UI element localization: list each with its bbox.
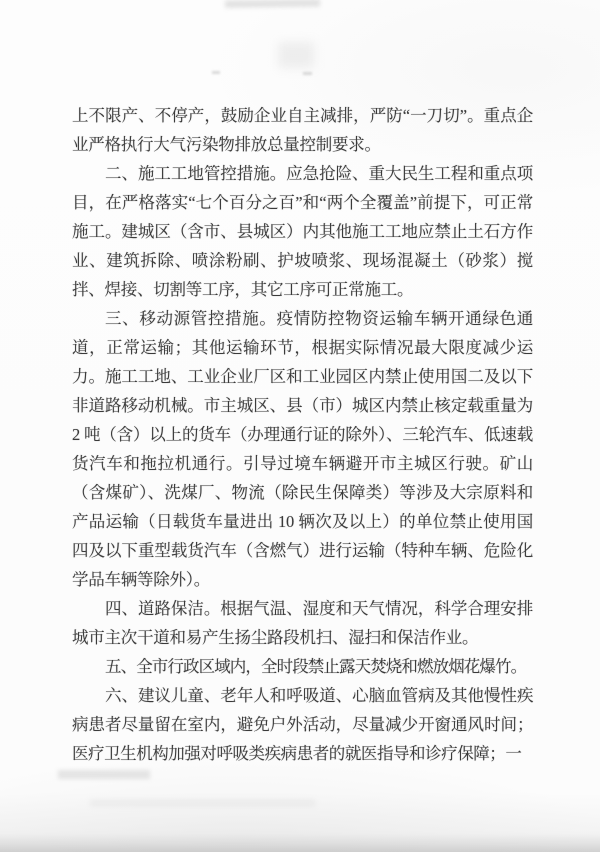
paragraph: 五、全市行政区域内，全时段禁止露天焚烧和燃放烟花爆竹。 [105, 657, 527, 676]
scan-smudge-top [225, 0, 320, 8]
document-text-block [72, 101, 533, 768]
paragraph: 上不限产、不停产，鼓励企业自主减排，严防“一刀切”。重点企业严格执行大气污染物排放总量控制要求。 [72, 106, 533, 154]
scan-smudge-center [278, 42, 314, 68]
paragraph: 二、施工工地管控措施。应急抢险、重大民生工程和重点项目，在严格落实“七个百分之百”和“两个全覆盖”前提下，可正常施工。建城区（含市、县城区）内其他施工工地应禁止土石方作业、建筑拆除、喷涂粉刷、护坡喷浆、现场混凝土（砂浆）搅拌、焊接、切割等工序，其它工序可正常施工。 [72, 164, 533, 299]
paragraph: 三、移动源管控措施。疫情防控物资运输车辆开通绿色通道，正常运输；其他运输环节，根据实际情况最大限度减少运力。施工工地、工业企业厂区和工业园区内禁止使用国二及以下非道路移动机械。市主城区、县（市）城区内禁止核定载重量为 2 吨（含）以上的货车（办理通行证的除外）、三轮汽车、低速载货汽车和拖拉机通行。引导过境车辆避开市主城区行驶。矿山（含煤矿）、洗煤厂、物流（除民生保障类）等涉及大宗原料和产品运输（日载货车量进出 10 辆次及以上）的单位禁止使用国四及以下重型载货汽车（含燃气）进行运输（特种车辆、危险化学品车辆等除外）。 [72, 309, 533, 589]
scan-edge-shadow [0, 834, 600, 852]
scan-smudge-dot-right [303, 72, 312, 75]
paragraph: 六、建议儿童、老年人和呼吸道、心脑血管病及其他慢性疾病患者尽量留在室内，避免户外活动，尽量减少开窗通风时间；医疗卫生机构加强对呼吸类疾病患者的就医指导和诊疗保障；一 [72, 686, 533, 763]
scan-smudge-dot-left [212, 71, 220, 74]
scan-smudge-bottom-left [58, 770, 150, 779]
scan-smudge-bottom-streak [90, 800, 315, 806]
paragraph: 四、道路保洁。根据气温、湿度和天气情况，科学合理安排城市主次干道和易产生扬尘路段机扫、湿扫和保洁作业。 [72, 599, 533, 647]
